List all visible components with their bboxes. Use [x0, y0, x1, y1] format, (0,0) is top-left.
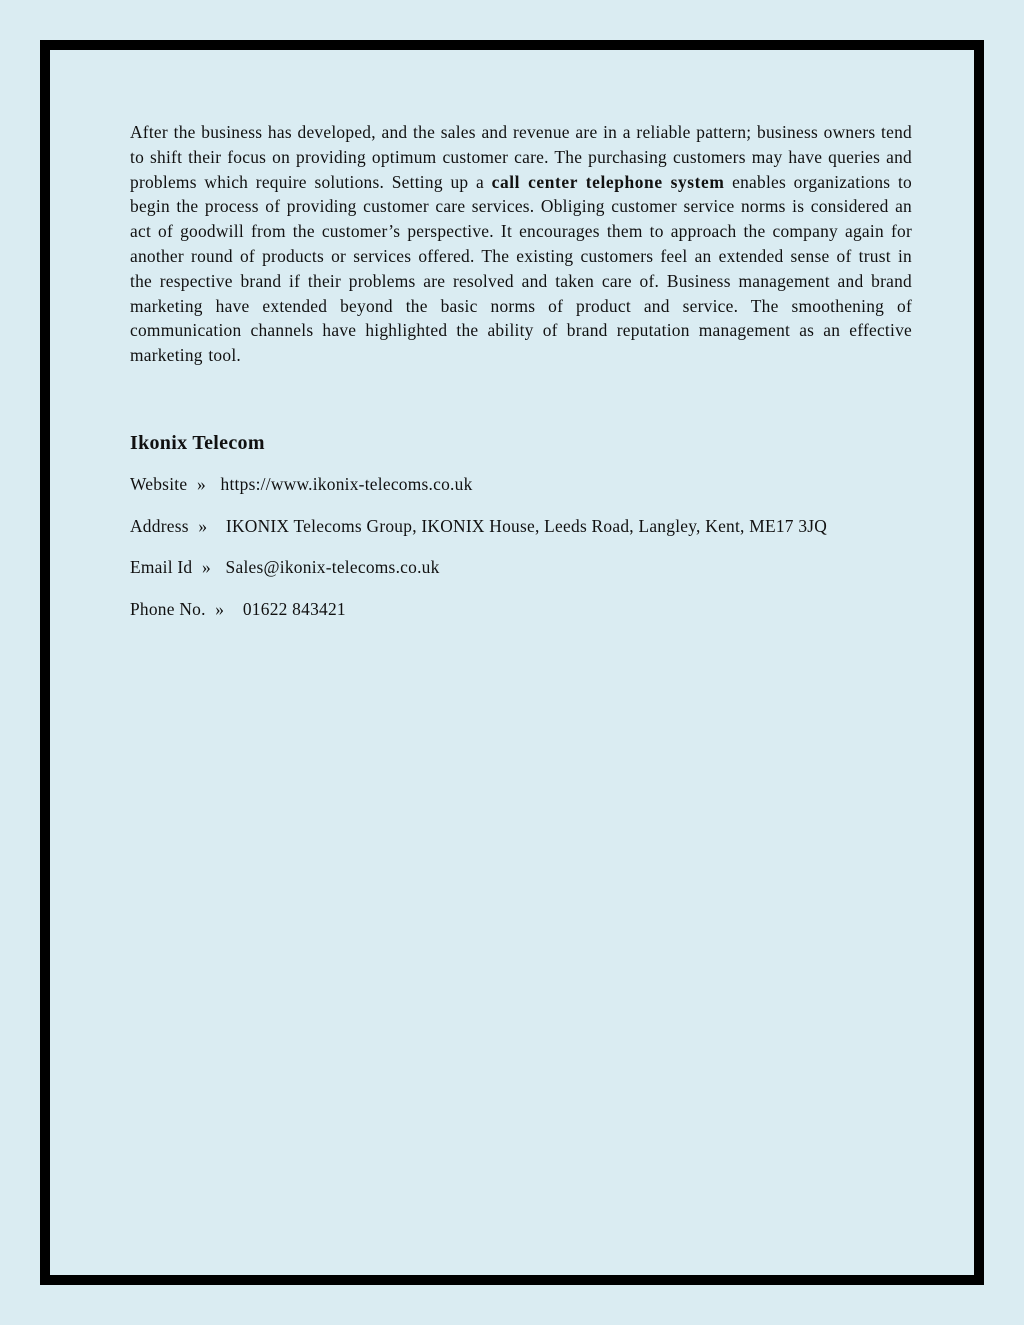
phone-label: Phone No. [130, 598, 206, 619]
article-text-part2: enables organizations to begin the process of providing customer care services. Obliging customer service norms is considered an act of goodwill from the customer’s perspective. It encourages them to approach the company again for another round of products or services offered. The existing customers feel an extended sense of trust in the respective brand if their problems are resolved and taken care of. Business management and brand marketing have extended beyond the basic norms of product and service. The smoothening of communication channels have highlighted the ability of brand reputation management as an effective marketing tool. [130, 171, 912, 366]
call-center-telephone-system-link[interactable]: call center telephone system [491, 171, 725, 192]
address-separator: » [198, 515, 208, 536]
phone-value: 01622 843421 [242, 598, 346, 619]
website-label: Website [130, 473, 188, 494]
article-paragraph [130, 120, 912, 368]
company-name-heading: Ikonix Telecom [130, 431, 265, 454]
website-link[interactable]: https://www.ikonix-telecoms.co.uk [220, 473, 473, 494]
email-link[interactable]: Sales@ikonix-telecoms.co.uk [225, 557, 440, 578]
page-content [130, 120, 912, 638]
address-row [130, 514, 912, 538]
phone-separator: » [215, 598, 225, 619]
article-text-part1: After the business has developed, and the sales and revenue are in a reliable pattern; business owners tend to shift their focus on providing optimum customer care. The purchasing customers may have queries and problems which require solutions. Setting up a [130, 122, 912, 192]
address-label: Address [130, 515, 189, 536]
page-frame [40, 40, 984, 1285]
email-label: Email Id [130, 557, 193, 578]
phone-row [130, 597, 912, 621]
address-value: IKONIX Telecoms Group, IKONIX House, Leeds Road, Langley, Kent, ME17 3JQ [225, 515, 828, 536]
website-row [130, 472, 912, 496]
email-separator: » [201, 557, 211, 578]
contact-details [130, 472, 912, 621]
website-separator: » [196, 473, 206, 494]
email-row [130, 555, 912, 579]
